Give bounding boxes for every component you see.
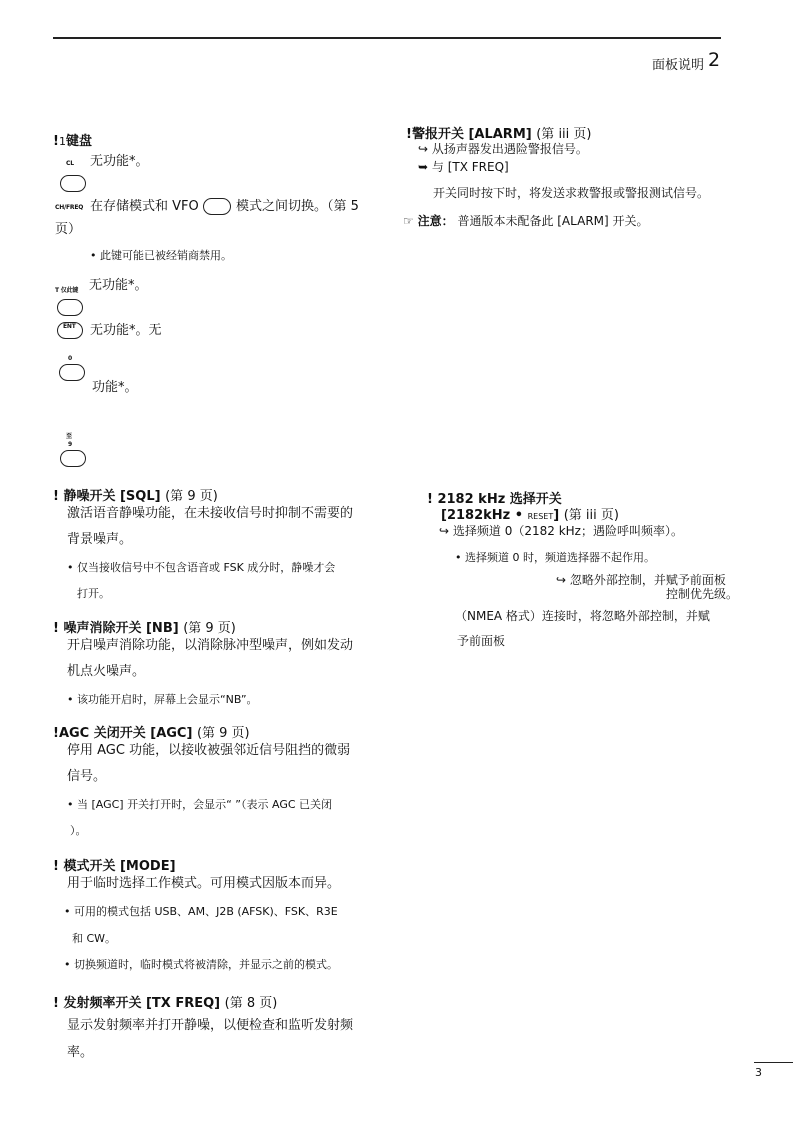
k2182-note-1: • 选择频道 0 时，频道选择器不起作用。 [455,551,655,564]
sql-page-ref: (第 9 页) [165,489,218,504]
top-rule [53,37,721,39]
nine-key-button[interactable] [60,450,86,467]
hook-arrow-icon: ↪ [439,524,450,538]
alarm-note [403,212,649,229]
agc-page-ref: (第 9 页) [196,726,250,741]
sql-title: 静噪开关 [SQL] [63,489,161,504]
sql-body-2: 背景噪声。 [67,532,133,547]
txfreq-title: 发射频率开关 [TX FREQ] [63,996,221,1011]
ent-key-button[interactable] [57,322,83,339]
hook-arrow-icon: ↪ [418,142,429,156]
zero-key-button[interactable] [59,364,85,381]
k2182-line-1 [439,522,683,539]
k2182-line-5: 予前面板 [457,634,506,648]
vfo-key-button[interactable] [203,198,231,215]
keypad-heading: !1键盘 [53,134,92,149]
nb-body-1: 开启噪声消除功能，以消除脉冲型噪声，例如发动 [67,638,354,653]
page-number: 3 [755,1066,762,1079]
caution-icon: ! [53,134,59,149]
nine-key-range-label: 至 [66,433,72,440]
keypad-title: 键盘 [65,134,92,149]
caution-icon: ! [406,127,412,142]
nb-title: 噪声消除开关 [NB] [63,621,179,636]
nine-key-label: 9 [68,441,72,448]
alarm-line-1-text: 从扬声器发出遇险警报信号。 [431,142,588,156]
chfreq-description-c: 页） [55,222,82,237]
cl-key-label: CL [66,160,74,167]
k2182-title: 2182 kHz 选择开关 [437,492,562,507]
k2182-line-3: 控制优先级。 [666,587,739,601]
mode-note-3: • 切换频道时，临时模式将被清除，并显示之前的模式。 [64,958,338,971]
header-section-label: 面板说明 [652,58,705,73]
k2182-reset-label: RESET [527,512,554,521]
chfreq-description-b: 模式之间切换。（第 5 [236,199,359,214]
caution-icon: ! [53,859,64,874]
alarm-line-1 [418,140,588,157]
agc-body-1: 停用 AGC 功能，以接收被强邻近信号阻挡的微弱 [67,743,351,758]
nb-body-2: 机点火噪声。 [67,664,146,679]
txfreq-body-1: 显示发射频率并打开静噪，以便检查和监听发射频 [67,1018,354,1033]
right-arrow-icon: ➥ [418,160,429,174]
ent-key-label: ENT [63,323,76,330]
k2182-heading-2 [441,504,619,523]
agc-body-2: 信号。 [67,769,107,784]
sql-body-1: 激活语音静噪功能，在未接收信号时抑制不需要的 [67,506,354,521]
caution-icon: ! [427,492,438,507]
t-key-button[interactable] [57,299,83,316]
alarm-note-label: 注意： [417,214,454,228]
k2182-line-2-text: 忽略外部控制，并赋予前面板 [569,573,726,587]
txfreq-heading [53,992,277,1011]
alarm-line-2-text: 与 [TX FREQ] [431,160,509,174]
caution-icon: ! [53,726,59,741]
alarm-note-text: 普通版本未配备此 [ALARM] 开关。 [457,214,649,228]
caution-icon: ! [53,489,64,504]
caution-icon: ! [53,621,64,636]
zero-key-description: 功能*。 [92,380,138,395]
sql-note-2: 打开。 [77,587,110,600]
k2182-page-ref: (第 iii 页) [563,508,619,523]
agc-title: AGC 关闭开关 [AGC] [58,726,193,741]
hook-arrow-icon: ↪ [556,573,567,587]
t-key-description: 无功能*。 [89,278,148,293]
t-key-label: T 仅此键 [55,287,79,294]
chfreq-description-a: 在存储模式和 VFO [90,199,199,214]
alarm-line-2 [418,158,509,175]
cl-key-button[interactable] [60,175,86,192]
agc-note-1: • 当 [AGC] 开关打开时，会显示“ ”（表示 AGC 已关闭 [67,798,333,811]
nb-page-ref: (第 9 页) [183,621,236,636]
alarm-page-ref: (第 iii 页) [536,127,592,142]
footer-rule [754,1062,793,1063]
txfreq-page-ref: (第 8 页) [224,996,278,1011]
nb-note-1: • 该功能开启时，屏幕上会显示“NB”。 [67,693,258,706]
pointing-hand-icon: ☞ [403,214,414,228]
cl-key-description: 无功能*。 [90,154,149,169]
alarm-title: 警报开关 [ALARM] [411,127,532,142]
alarm-line-3: 开关同时按下时，将发送求救警报或警报测试信号。 [433,186,710,200]
caution-icon: ! [53,996,64,1011]
txfreq-body-2: 率。 [67,1045,94,1060]
k2182-line-1-text: 选择频道 0（2182 kHz；遇险呼叫频率）。 [452,524,683,538]
mode-body-1: 用于临时选择工作模式。可用模式因版本而异。 [67,876,341,891]
mode-title: 模式开关 [MODE] [63,859,176,874]
mode-note-2: 和 CW。 [72,932,117,945]
zero-key-label: 0 [68,355,72,362]
mode-note-1: • 可用的模式包括 USB、AM、J2B (AFSK)、FSK、R3E [64,905,338,918]
k2182-bracket: ] [553,508,560,523]
ent-key-description: 无功能*。无 [90,323,162,338]
chfreq-key-label: CH/FREQ [55,204,84,211]
agc-note-2: ）。 [70,824,87,837]
chfreq-note: • 此键可能已被经销商禁用。 [90,249,232,262]
k2182-key-name: [2182kHz • [441,508,524,523]
k2182-line-4: （NMEA 格式）连接时，将忽略外部控制，并赋 [455,609,710,623]
header-chapter-number: 2 [708,49,721,71]
sql-note-1: • 仅当接收信号中不包含语音或 FSK 成分时，静噪才会 [67,561,336,574]
